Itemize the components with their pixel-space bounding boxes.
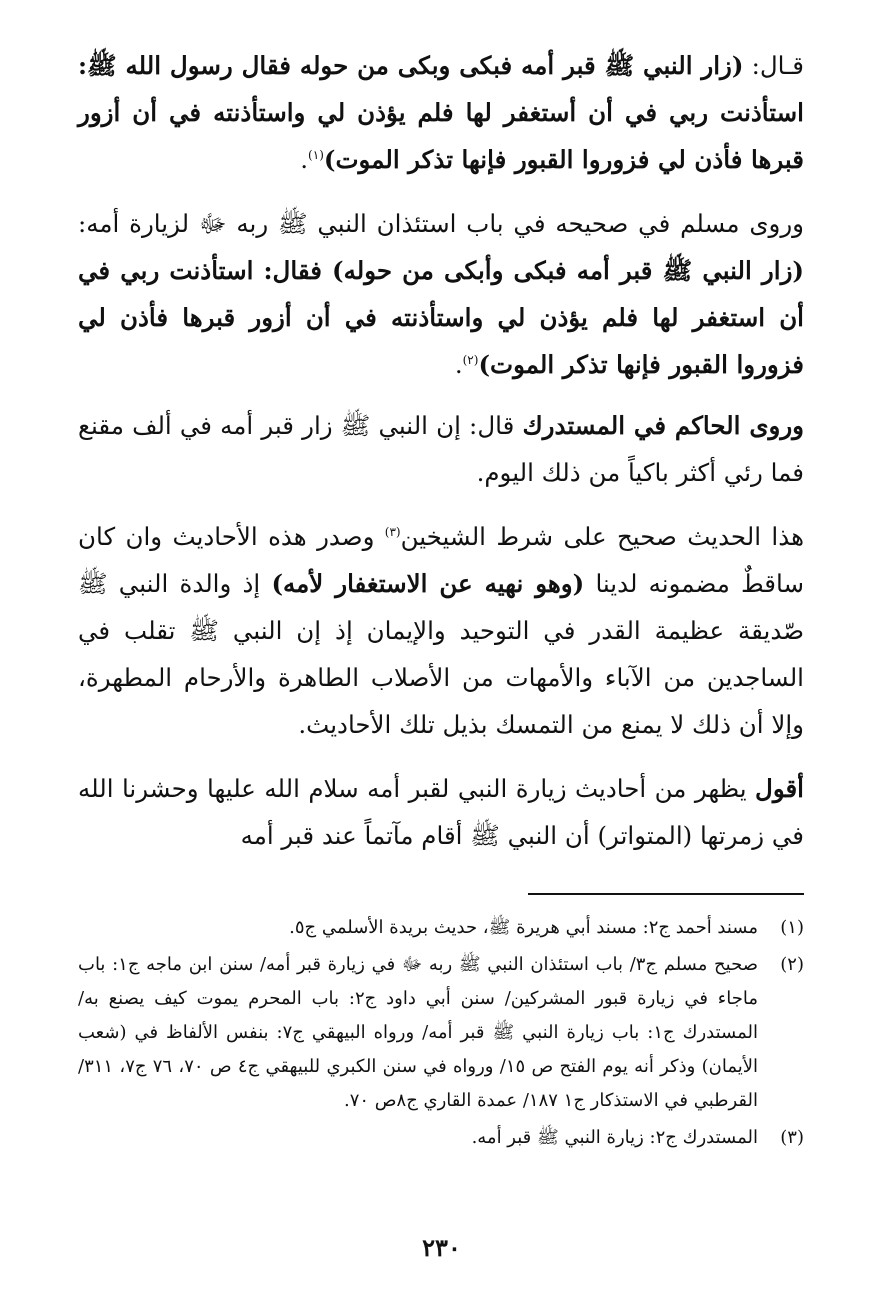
text-segment: وروى مسلم في صحيحه في باب استئذان النبي ﷺ ربه ﷻ لزيارة أمه:	[78, 209, 804, 238]
paragraph	[78, 200, 804, 388]
bold-text-segment: (زار النبي ﷺ قبر أمه فبكى وبكى من حوله فقال رسول الله ﷺ: استأذنت ربي في أن أستغفر لها فلم يؤذن لي واستأذنته في أن أزور قبرها فأذن لي فزوروا القبور فإنها تذكر الموت)	[78, 51, 804, 174]
bold-text-segment: أقول	[755, 774, 804, 803]
footnote-number: (١)	[780, 917, 804, 938]
page-number: ٢٣٠	[422, 1233, 461, 1262]
footnote-reference: (٢)	[462, 352, 479, 367]
paragraph	[78, 765, 804, 859]
text-segment: إذ والدة النبي ﷺ صّديقة عظيمة القدر في التوحيد والإيمان إذ إن النبي ﷺ تقلب في الساجدين من الآباء والأمهات من الأصلاب الطاهرة والأرحام المطهرة، وإلا أن ذلك لا يمنع من التمسك بذيل تلك الأحاديث.	[78, 569, 804, 739]
bold-text-segment: (وهو نهيه عن الاستغفار لأمه)	[271, 569, 585, 598]
footnote-divider	[528, 893, 804, 895]
text-segment: يظهر من أحاديث زيارة النبي لقبر أمه سلام الله عليها وحشرنا الله في زمرتها (المتواتر) أن النبي ﷺ أقام مآتماً عند قبر أمه	[78, 774, 804, 850]
paragraph	[78, 513, 804, 748]
text-segment: وصدر هذه الأحاديث وان كان ساقطٌ مضمونه لدينا	[78, 522, 804, 598]
text-segment: قال: إن النبي ﷺ زار قبر أمه في ألف مقنع فما رئي أكثر باكياً من ذلك اليوم.	[78, 411, 804, 487]
paragraph	[78, 42, 804, 183]
footnote-item	[78, 1121, 804, 1155]
footnote-number: (٢)	[780, 954, 804, 975]
footnote-number: (٣)	[780, 1127, 804, 1148]
main-text	[78, 42, 804, 876]
bold-text-segment: وروى الحاكم في المستدرك	[522, 411, 805, 440]
paragraph	[78, 402, 804, 496]
footnote-item	[78, 948, 804, 1118]
footnote-text: صحيح مسلم ج٣/ باب استئذان النبي ﷺ ربه ﷻ في زيارة قبر أمه/ سنن ابن ماجه ج١: باب ماجاء في زيارة قبور المشركين/ سنن أبي داود ج٢: باب المحرم يموت كيف يصنع به/ المستدرك ج١: باب زيارة النبي ﷺ قبر أمه/ ورواه البيهقي ج٧: بنفس الألفاظ في (شعب الأيمان) وذكر أنه يوم الفتح ص ١٥/ ورواه في سنن الكبري للبيهقي ج٤ ص ٧٠، ٧٦ ج٧، ٣١١/ القرطبي في الاستذكار ج١ ١٨٧/ عمدة القاري ج٨ص ٧٠.	[78, 954, 759, 1111]
footnote-reference: (٣)	[384, 524, 401, 539]
text-segment: .	[454, 350, 463, 379]
footnote-list	[78, 911, 804, 1155]
footnote-reference: (١)	[308, 147, 324, 162]
text-segment: قـال:	[743, 51, 804, 80]
text-segment: هذا الحديث صحيح على شرط الشيخين	[400, 522, 804, 551]
footnote-text: مسند أحمد ج٢: مسند أبي هريرة ﷺ، حديث بريدة الأسلمي ج٥.	[289, 917, 758, 938]
text-segment: .	[300, 145, 309, 174]
footnote-item	[78, 911, 804, 945]
bold-text-segment: (زار النبي ﷺ قبر أمه فبكى وأبكى من حوله) فقال: استأذنت ربي في أن استغفر لها فلم يؤذن لي واستأذنته في أن أزور قبرها فأذن لي فزوروا القبور فإنها تذكر الموت)	[78, 256, 804, 379]
footnotes-section	[78, 893, 804, 1158]
footnote-text: المستدرك ج٢: زيارة النبي ﷺ قبر أمه.	[471, 1127, 758, 1148]
